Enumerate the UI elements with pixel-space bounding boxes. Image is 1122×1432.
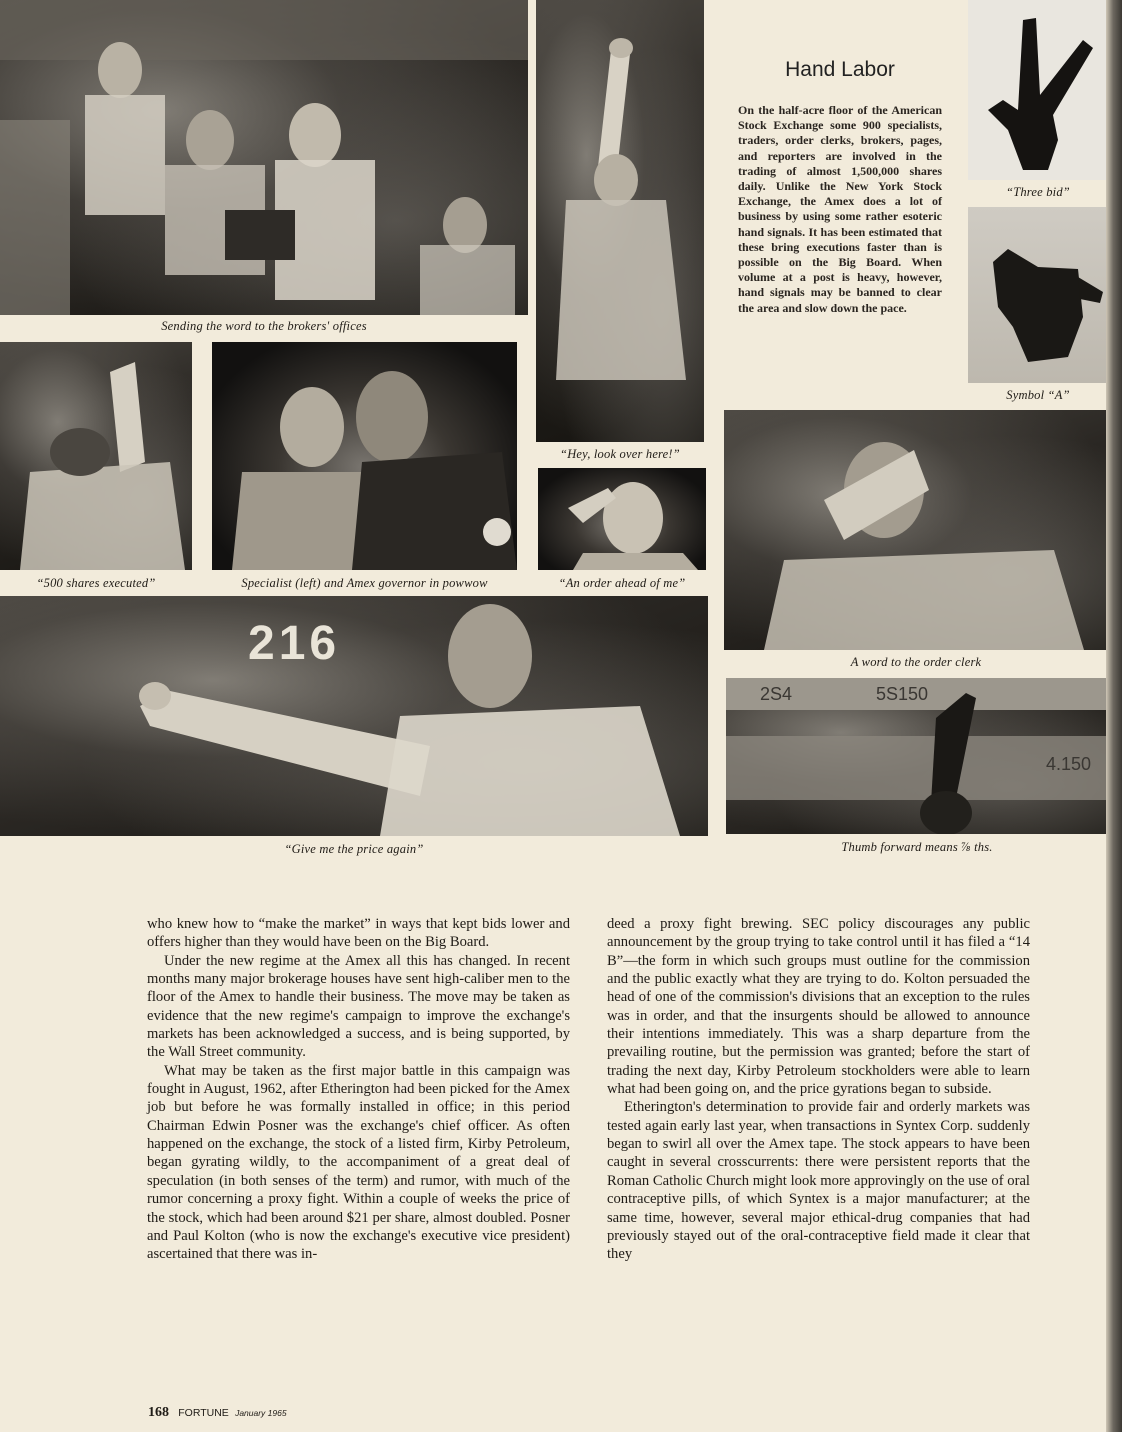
caption-three-bid: “Three bid” xyxy=(1006,185,1070,199)
hand-symbol-a-icon xyxy=(968,207,1108,383)
caption-brokers-offices: Sending the word to the brokers' offices xyxy=(161,319,367,333)
article-column-2 xyxy=(607,915,1030,1264)
page-number: 168 xyxy=(148,1405,169,1420)
article-column-1 xyxy=(147,915,570,1264)
photo-trading-floor-brokers xyxy=(0,0,528,315)
tape-text-2: 5S150 xyxy=(876,684,929,704)
photo-price-again-scene xyxy=(0,596,708,836)
photo-500-shares-executed xyxy=(0,342,192,570)
photo-thumb-forward-scene xyxy=(726,678,1108,834)
magazine-name: FORTUNE xyxy=(178,1407,229,1419)
price-board-number: 216 xyxy=(248,617,341,670)
photo-give-me-price-again xyxy=(0,596,708,836)
caption-order-ahead: “An order ahead of me” xyxy=(558,576,686,590)
caption-price-again: “Give me the price again” xyxy=(284,842,424,856)
article-paragraph: Etherington's determination to provide fair and orderly markets was tested again early last year, when transactions in Syntex Corp. suddenly began to swirl all over the Amex tape. The stock appears to have been caught in several crosscurrents: there were persistent reports that the Roman Catholic Church might look more approvingly on the use of oral contraceptive pills, of which Syntex is a major manufacturer; at the same time, however, several major ethical-drug companies that had previously stayed out of the oral-contraceptive field made it clear that they xyxy=(607,1099,1030,1263)
article-paragraph: What may be taken as the first major battle in this campaign was fought in August, 1962, after Etherington had been picked for the Amex job but before he was formally installed in office; in this period Chairman Edwin Posner was the exchange's chief officer. As often happened on the exchange, the stock of a listed firm, Kirby Petroleum, began gyrating wildly, to the accompaniment of a great deal of speculation (in both senses of the term) and rumor, with much of the rumor concerning a proxy fight. Within a couple of weeks the price of the stock, which had been around $21 per share, almost doubled. Posner and Paul Kolton (who is now the exchange's executive vice president) ascertained that there was in- xyxy=(147,1062,570,1263)
photo-thumb-forward xyxy=(726,678,1108,834)
photo-order-ahead-of-me xyxy=(538,468,706,570)
caption-powwow: Specialist (left) and Amex governor in powwow xyxy=(241,576,488,590)
issue-date: January 1965 xyxy=(235,1408,287,1418)
caption-symbol-a: Symbol “A” xyxy=(1006,388,1070,402)
page-binding-edge xyxy=(1106,0,1122,1432)
caption-order-clerk: A word to the order clerk xyxy=(850,655,982,669)
photo-order-clerk-scene xyxy=(724,410,1108,650)
caption-look-over-here: “Hey, look over here!” xyxy=(560,447,680,461)
photo-arm-raised-scene xyxy=(536,0,704,442)
article-paragraph: deed a proxy fight brewing. SEC policy discourages any public announcement by the group trying to take control until it has filed a “14 B”—the form in which such groups must outline for the commission and the public exactly what they are trying to do. Kolton persuaded the head of one of the commission's divisions that an exception to the rules was in order, and that the insurgents should be allowed to announce their intentions immediately. This was a sharp departure from the prevailing routine, but the permission was granted; before the start of trading the next day, Kirby Petroleum stockholders were able to learn what had been going on, and the price gyrations began to subside. xyxy=(607,916,1030,1098)
photo-specialist-powwow xyxy=(212,342,517,570)
caption-shares-executed: “500 shares executed” xyxy=(36,576,156,590)
photo-brokers-scene xyxy=(0,0,528,315)
article-paragraph: Under the new regime at the Amex all this has changed. In recent months many major brokerage houses have sent high-caliber men to the floor of the Amex to handle their business. The move may be taken as evidence that the new regime's campaign to improve the exchange's markets has been acknowledged a success, and is being supported, by the Wall Street community. xyxy=(147,952,570,1061)
photo-hey-look-over-here xyxy=(536,0,704,442)
article-paragraph: who knew how to “make the market” in ways that kept bids lower and offers higher than they would have been on the Big Board. xyxy=(147,916,570,951)
tape-text-1: 2S4 xyxy=(760,684,793,704)
photo-word-to-order-clerk xyxy=(724,410,1108,650)
photo-hand-three-bid xyxy=(968,0,1108,180)
hand-three-bid-icon xyxy=(968,0,1108,180)
photo-powwow-scene xyxy=(212,342,517,570)
photo-shares-executed-scene xyxy=(0,342,192,570)
caption-thumb-forward: Thumb forward means ⅞ ths. xyxy=(841,840,993,854)
sidebar-title: Hand Labor xyxy=(785,58,895,81)
photo-order-ahead-scene xyxy=(538,468,706,570)
page-footer xyxy=(148,1404,287,1421)
photo-hand-symbol-a xyxy=(968,207,1108,383)
sidebar-body: On the half-acre floor of the American Stock Exchange some 900 specialists, traders, order clerks, brokers, pages, and reporters are involved in the trading of almost 1,500,000 shares daily. Unlike the New York Stock Exchange, the Amex does a lot of business by using some rather esoteric hand signals. It has been estimated that these bring executions faster than is possible on the Big Board. When volume at a post is heavy, however, hand signals may be banned to clear the area and slow down the pace. xyxy=(738,103,942,315)
tape-text-3: 4.150 xyxy=(1046,754,1092,774)
